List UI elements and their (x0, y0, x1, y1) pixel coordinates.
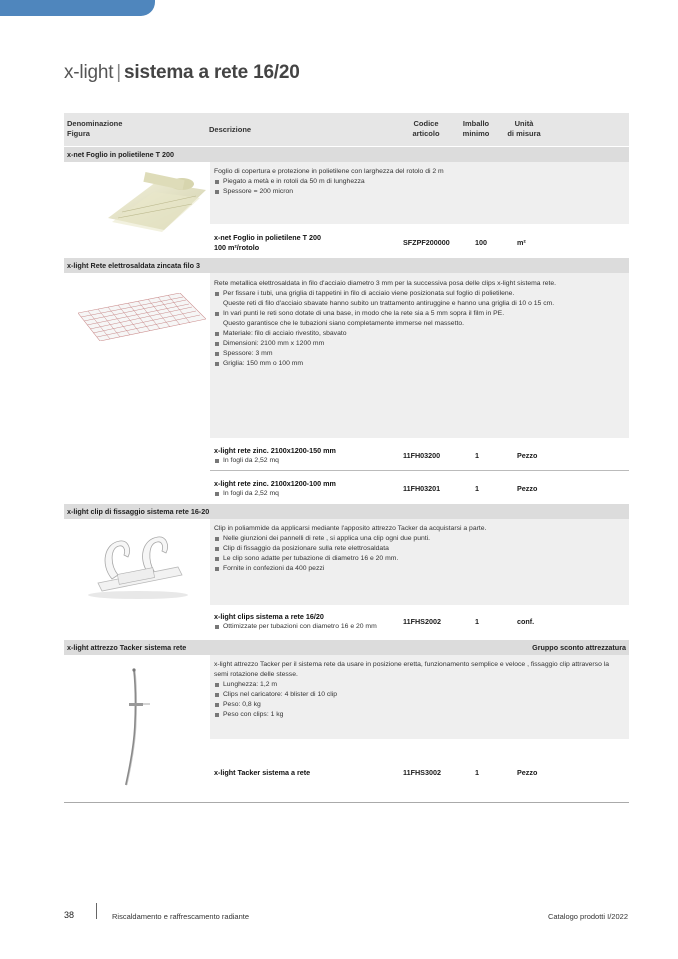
footer-catalog-title: Catalogo prodotti I/2022 (547, 912, 628, 921)
product-unit: Pezzo (517, 768, 538, 777)
footer-section-title: Riscaldamento e raffrescamento radiante (112, 912, 250, 921)
section-body-tacker (64, 655, 629, 801)
product-code: 11FH03201 (403, 484, 441, 493)
description-text (214, 660, 609, 720)
footer-separator (96, 903, 97, 919)
table-header (64, 113, 629, 146)
product-subtext: In fogli da 2,52 mq (214, 490, 279, 497)
page-title-separator: | (116, 62, 122, 83)
polyethylene-roll-image (104, 168, 208, 234)
product-pack: 1 (475, 768, 479, 777)
page-number: 38 (64, 910, 75, 920)
description-text (214, 279, 556, 369)
section-title: x-light attrezzo Tacker sistema rete (67, 643, 187, 652)
description-bullet: Peso con clips: 1 kg (214, 710, 609, 720)
description-bullet: Clips nel caricatore: 4 blister di 10 clip (214, 690, 609, 700)
section-header-foglio (64, 147, 629, 162)
description-intro: Clip in poliammide da applicarsi mediante l'apposito attrezzo Tacker da acquistarsi a parte. (214, 525, 487, 532)
product-pack: 1 (475, 617, 479, 626)
tacker-tool-image (114, 667, 164, 789)
product-code: SFZPF200000 (403, 238, 450, 247)
description-bullet: Fornite in confezioni da 400 pezzi (214, 564, 486, 574)
product-code: 11FH03200 (403, 451, 441, 460)
section-right-label: Gruppo sconto attrezzatura (532, 643, 626, 652)
section-title: x-light Rete elettrosaldata zincata filo 3 (67, 261, 201, 270)
row-divider (210, 470, 629, 471)
product-subtext: Ottimizzate per tubazioni con diametro 16 e 20 mm (214, 623, 377, 630)
page-title-light: x-light (64, 62, 114, 83)
description-bullet: Per fissare i tubi, una griglia di tappetini in filo di acciaio viene posizionata sul foglio di polietilene. (214, 289, 556, 299)
header-descrizione: Descrizione (209, 125, 252, 134)
description-bullet: Spessore: 3 mm (214, 349, 556, 359)
description-bullet: Le clip sono adatte per tubazione di diametro 16 e 20 mm. (214, 554, 486, 564)
description-text (214, 167, 444, 197)
description-bullet: Dimensioni: 2100 mm x 1200 mm (214, 339, 556, 349)
product-name: x-light rete zinc. 2100x1200-150 mm (214, 446, 336, 455)
product-unit: m² (517, 238, 526, 247)
description-intro: Foglio di copertura e protezione in polietilene con larghezza del rotolo di 2 m (214, 168, 444, 175)
product-pack: 1 (475, 451, 479, 460)
description-intro: x-light attrezzo Tacker per il sistema rete da usare in posizione eretta, funzionamento semplice e veloce , fissaggio clip attraverso la (214, 661, 610, 668)
header-imballo: Imballo (462, 119, 490, 128)
description-bullet: Materiale: filo di acciaio rivestito, sbavato (214, 329, 556, 339)
section-title: x-net Foglio in polietilene T 200 (67, 150, 175, 159)
description-bullet: Griglia: 150 mm o 100 mm (214, 359, 556, 369)
product-code: 11FHS2002 (403, 617, 441, 626)
product-name-line2: 100 m²/rotolo (214, 243, 260, 252)
header-minimo: minimo (462, 129, 490, 138)
description-bullet: Clip di fissaggio da posizionare sulla rete elettrosaldata (214, 544, 486, 554)
product-name: x-light clips sistema a rete 16/20 (214, 612, 324, 621)
product-name: x-net Foglio in polietilene T 200 (214, 233, 322, 242)
corner-tab (0, 0, 155, 16)
description-intro-cont: semi rotazione delle stesse. (214, 671, 298, 678)
page-title-bold: sistema a rete 16/20 (124, 62, 300, 83)
section-header-tacker (64, 640, 629, 655)
page-title (64, 62, 300, 84)
header-denominazione: Denominazione (67, 119, 123, 128)
wire-mesh-image (78, 293, 206, 341)
section-body-clip (64, 519, 629, 640)
table-bottom-rule (64, 802, 629, 803)
product-pack: 100 (475, 238, 487, 247)
description-continuation: Questo garantisce che le tubazioni siano completamente immerse nel massetto. (223, 320, 465, 327)
description-bullet: Piegato a metà e in rotoli da 50 m di lunghezza (214, 177, 444, 187)
section-body-rete (64, 273, 629, 503)
section-header-rete (64, 258, 629, 273)
product-unit: Pezzo (517, 484, 538, 493)
product-subtext: In fogli da 2,52 mq (214, 457, 279, 464)
section-header-clip (64, 504, 629, 519)
product-name: x-light Tacker sistema a rete (214, 768, 311, 777)
product-unit: conf. (517, 617, 535, 626)
header-unita: Unità (514, 119, 534, 128)
description-bullet: In vari punti le reti sono dotate di una base, in modo che la rete sia a 5 mm sopra il film in PE. (214, 309, 556, 319)
product-unit: Pezzo (517, 451, 538, 460)
product-pack: 1 (475, 484, 479, 493)
section-body-foglio (64, 162, 629, 258)
description-text (214, 524, 486, 574)
fixing-clip-image (78, 527, 196, 601)
description-bullet: Spessore = 200 micron (214, 187, 444, 197)
header-articolo: articolo (412, 129, 440, 138)
header-misura: di misura (507, 129, 541, 138)
product-name: x-light rete zinc. 2100x1200-100 mm (214, 479, 336, 488)
description-continuation: Queste reti di filo d'acciaio sbavate hanno subito un trattamento antiruggine e hanno una griglia di 10 o 15 cm. (223, 300, 555, 307)
product-code: 11FHS3002 (403, 768, 441, 777)
description-bullet: Peso: 0,8 kg (214, 700, 609, 710)
section-title: x-light clip di fissaggio sistema rete 16-20 (67, 507, 210, 516)
header-figura: Figura (67, 129, 90, 138)
description-intro: Rete metallica elettrosaldata in filo d'acciaio diametro 3 mm per la successiva posa delle clips x-light sistema rete. (214, 280, 557, 287)
header-codice: Codice (413, 119, 439, 128)
description-bullet: Lunghezza: 1,2 m (214, 680, 609, 690)
description-bullet: Nelle giunzioni dei pannelli di rete , si applica una clip ogni due punti. (214, 534, 486, 544)
